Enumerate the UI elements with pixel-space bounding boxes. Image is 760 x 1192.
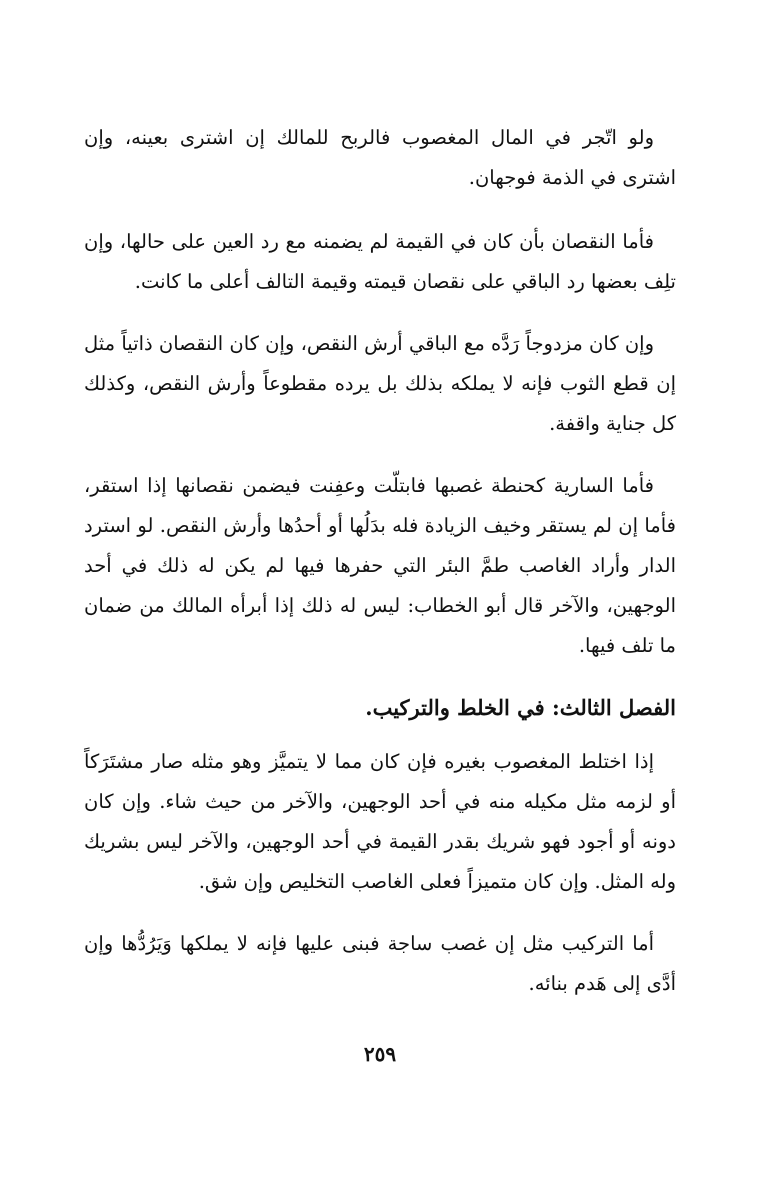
- section-heading: الفصل الثالث: في الخلط والتركيب.: [365, 695, 676, 720]
- paragraph-composition: أما التركيب مثل إن غصب ساجة فبنى عليها فإنه لا يملكها وَيَرُدُّها وإن أدَّى إلى هَدم بنائه.: [84, 932, 676, 995]
- paragraph-progressive-damage: فأما السارية كحنطة غصبها فابتلّت وعفِنت فيضمن نقصانها إذا استقر، فأما إن لم يستقر وخيف الزيادة فله بدَلُها أو أحدُها وأرش النقص. لو استرد الدار وأراد الغاصب طمَّ البئر التي حفرها فيها لم يكن له ذلك في أحد الوجهين، والآخر قال أبو الخطاب: ليس له ذلك إذا أبرأه المالك من ضمان ما تلف فيها.: [84, 474, 676, 657]
- paragraph-trade-profit: ولو اتّجر في المال المغصوب فالربح للمالك إن اشترى بعينه، وإن اشترى في الذمة فوجهان.: [84, 126, 676, 189]
- paragraph-value-loss: فأما النقصان بأن كان في القيمة لم يضمنه مع رد العين على حالها، وإن تلِف بعضها رد الباقي على نقصان قيمته وقيمة التالف أعلى ما كانت.: [84, 230, 676, 293]
- page-number: ٢٥٩: [363, 1042, 397, 1066]
- paragraph-paired-defect: وإن كان مزدوجاً رَدَّه مع الباقي أرش النقص، وإن كان النقصان ذاتياً مثل إن قطع الثوب فإنه لا يملكه بذلك بل يرده مقطوعاً وأرش النقص، وكذلك كل جناية واقفة.: [84, 332, 676, 435]
- paragraph-mixing: إذا اختلط المغصوب بغيره فإن كان مما لا يتميَّز وهو مثله صار مشتَرَكاً أو لزمه مثل مكيله منه في أحد الوجهين، والآخر من حيث شاء. وإن كان دونه أو أجود فهو شريك بقدر القيمة في أحد الوجهين، والآخر ليس بشريك وله المثل. وإن كان متميزاً فعلى الغاصب التخليص وإن شق.: [84, 750, 676, 893]
